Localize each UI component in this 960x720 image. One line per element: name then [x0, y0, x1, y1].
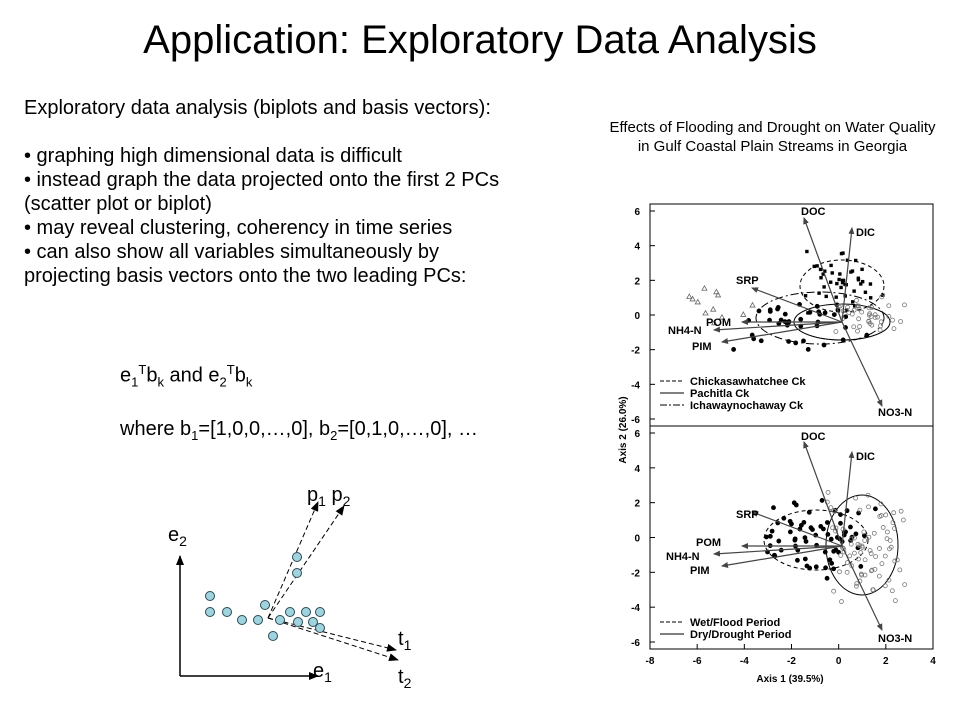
- scatter-point: [823, 311, 827, 315]
- scatter-point: [854, 532, 858, 536]
- scatter-point: [788, 530, 792, 534]
- y-tick-label: 6: [634, 429, 640, 440]
- scatter-point: [857, 317, 861, 321]
- scatter-point: [795, 558, 799, 562]
- scatter-point: [902, 303, 906, 307]
- scatter-point: [864, 291, 867, 294]
- scatter-point: [779, 318, 783, 322]
- scatter-point: [822, 343, 826, 347]
- y-tick-label: 2: [634, 276, 640, 288]
- scatter-point: [861, 280, 864, 283]
- scatter-point: [764, 535, 768, 539]
- scatter-point: [884, 513, 888, 517]
- scatter-point: [854, 259, 857, 262]
- vec-label-no3-2: NO3-N: [878, 633, 913, 645]
- scatter-point: [801, 339, 805, 343]
- y-axis-label: Axis 2 (26.0%): [618, 396, 629, 464]
- scatter-point: [865, 333, 869, 337]
- scatter-point: [826, 490, 830, 494]
- scatter-point: [702, 286, 707, 291]
- scatter-point: [820, 498, 824, 502]
- scatter-point: [879, 324, 883, 328]
- scatter-point: [777, 539, 781, 543]
- scatter-point: [783, 312, 787, 316]
- scatter-point: [838, 272, 841, 275]
- scatter-point: [841, 251, 844, 254]
- scatter-point: [854, 584, 858, 588]
- scatter-point: [862, 530, 866, 534]
- scatter-point: [799, 317, 803, 321]
- scatter-point: [829, 506, 833, 510]
- scatter-point: [817, 291, 820, 294]
- bullet-item: • can also show all variables simultaneously by: [24, 241, 439, 263]
- scatter-point: [867, 505, 871, 509]
- scatter-point: [787, 339, 791, 343]
- scatter-point: [887, 304, 891, 308]
- scatter-point: [838, 570, 842, 574]
- scatter-point: [819, 524, 823, 528]
- x-tick-label: -8: [645, 656, 655, 667]
- scatter-point: [841, 281, 844, 284]
- scatter-point: [857, 277, 860, 280]
- biplot-vector: [842, 228, 852, 322]
- scatter-point: [860, 268, 863, 271]
- vec-label-doc-2: DOC: [801, 431, 826, 443]
- y-tick-label: -2: [631, 568, 640, 580]
- vec-label-nh4: NH4-N: [668, 325, 702, 337]
- scatter-point: [859, 551, 863, 555]
- scatter-point: [893, 599, 897, 603]
- scatter-point: [852, 325, 856, 329]
- scatter-point: [852, 308, 856, 312]
- scatter-point: [825, 295, 828, 298]
- scatter-point: [841, 338, 845, 342]
- legend-ichawaynochaway: Ichawaynochaway Ck: [690, 400, 804, 412]
- scatter-point: [873, 313, 877, 317]
- label-p1-p2: $p_1$ $p_2$: [307, 484, 351, 509]
- scatter-point: [877, 574, 881, 578]
- vec-label-pim: PIM: [692, 341, 712, 353]
- scatter-point: [806, 347, 810, 351]
- top-legend: [660, 376, 806, 412]
- scatter-point: [771, 506, 775, 510]
- scatter-point: [815, 543, 819, 547]
- scatter-point: [888, 538, 892, 542]
- bottom-legend: [660, 617, 791, 641]
- scatter-point: [899, 509, 903, 513]
- scatter-point: [829, 281, 832, 284]
- scatter-point: [892, 327, 896, 331]
- scatter-point: [845, 570, 849, 574]
- y-tick-label: 0: [634, 311, 640, 322]
- scatter-point: [695, 299, 700, 304]
- scatter-point: [852, 289, 855, 292]
- scatter-point: [854, 298, 858, 302]
- biplot-vector: [714, 546, 842, 554]
- scatter-point: [831, 271, 834, 274]
- scatter-point: [837, 278, 840, 281]
- scatter-point: [848, 554, 852, 558]
- scatter-point: [851, 300, 854, 303]
- scatter-point: [804, 539, 808, 543]
- scatter-point: [891, 318, 895, 322]
- scatter-point: [863, 558, 867, 562]
- scatter-point: [776, 307, 780, 311]
- scatter-point: [903, 583, 907, 587]
- scatter-point: [794, 503, 798, 507]
- scatter-point: [873, 507, 877, 511]
- scatter-point: [835, 295, 838, 298]
- scatter-point: [890, 589, 894, 593]
- scatter-point: [826, 532, 830, 536]
- x-tick-label: 0: [835, 656, 842, 667]
- scatter-point: [839, 513, 843, 517]
- x-tick-label: 2: [883, 656, 889, 667]
- scatter-point: [829, 537, 833, 541]
- scatter-point: [881, 525, 885, 529]
- scatter-point: [898, 568, 902, 572]
- label-e2: $e_2$: [168, 524, 187, 549]
- x-axis-label: Axis 1 (39.5%): [756, 674, 824, 685]
- label-t1: $t_1$: [398, 628, 412, 653]
- scatter-point: [814, 565, 818, 569]
- scatter-point: [832, 589, 836, 593]
- scatter-point: [883, 554, 887, 558]
- y-tick-label: -6: [631, 415, 640, 426]
- scatter-point: [750, 303, 755, 308]
- intro-text: Exploratory data analysis (biplots and basis vectors):: [24, 97, 491, 119]
- vec-label-nh4-2: NH4-N: [666, 551, 700, 563]
- vec-label-pom-2: POM: [696, 537, 722, 549]
- scatter-point: [847, 311, 851, 315]
- bullet-item: • may reveal clustering, coherency in time series: [24, 217, 453, 239]
- vec-label-dic: DIC: [856, 227, 875, 239]
- legend-chickasawhatchee: Chickasawhatchee Ck: [690, 376, 806, 388]
- y-tick-label: 4: [634, 241, 640, 253]
- scatter-point: [867, 535, 871, 539]
- scatter-point: [714, 289, 719, 294]
- scatter-point: [819, 276, 822, 279]
- scatter-point: [687, 294, 692, 299]
- scatter-point: [741, 312, 746, 317]
- bullet-item: projecting basis vectors onto the two leading PCs:: [24, 265, 467, 287]
- y-tick-label: 6: [634, 207, 640, 218]
- x-tick-label: 4: [930, 656, 936, 667]
- scatter-point: [878, 546, 882, 550]
- scatter-point: [830, 561, 834, 565]
- scatter-point: [852, 551, 856, 555]
- scatter-point: [835, 282, 838, 285]
- vec-label-srp-2: SRP: [736, 509, 759, 521]
- scatter-point: [803, 557, 807, 561]
- y-tick-label: -4: [631, 603, 640, 615]
- vec-label-pim-2: PIM: [690, 565, 710, 577]
- scatter-point: [805, 564, 809, 568]
- scatter-point: [815, 264, 818, 267]
- scatter-point: [848, 525, 852, 529]
- scatter-point: [805, 250, 808, 253]
- legend-wet-flood: Wet/Flood Period: [690, 617, 781, 629]
- scatter-point: [789, 522, 793, 526]
- scatter-point: [839, 600, 843, 604]
- x-tick-label: -4: [739, 656, 749, 667]
- scatter-point: [862, 534, 866, 538]
- slide-title: Application: Exploratory Data Analysis: [143, 18, 817, 62]
- x-tick-label: -2: [787, 656, 796, 667]
- scatter-point: [869, 282, 872, 285]
- legend-dry-drought: Dry/Drought Period: [690, 629, 792, 641]
- scatter-point: [768, 309, 772, 313]
- label-e1: $e_1$: [313, 660, 332, 685]
- y-tick-label: 2: [634, 498, 640, 510]
- scatter-point: [732, 347, 736, 351]
- bullet-item: • graphing high dimensional data is difficult: [24, 145, 402, 167]
- scatter-point: [757, 309, 761, 313]
- scatter-point: [838, 521, 842, 525]
- scatter-point: [810, 528, 814, 532]
- scatter-point: [804, 294, 807, 297]
- scatter-point: [703, 311, 708, 316]
- y-tick-label: -6: [631, 638, 640, 649]
- bullet-item: (scatter plot or biplot): [24, 193, 212, 215]
- scatter-point: [711, 307, 716, 312]
- vec-label-srp: SRP: [736, 275, 759, 287]
- scatter-point: [885, 530, 889, 534]
- scatter-point: [899, 320, 903, 324]
- scatter-point: [878, 328, 882, 332]
- scatter-point: [823, 550, 827, 554]
- scatter-point: [892, 511, 896, 515]
- scatter-point: [825, 576, 829, 580]
- scatter-point: [883, 584, 887, 588]
- scatter-point: [829, 264, 832, 267]
- scatter-point: [832, 313, 836, 317]
- vec-label-pom: POM: [706, 317, 732, 329]
- vec-label-doc: DOC: [801, 206, 826, 218]
- scatter-point: [854, 496, 858, 500]
- vec-label-dic-2: DIC: [856, 451, 875, 463]
- scatter-point: [876, 315, 880, 319]
- scatter-point: [815, 304, 819, 308]
- y-tick-label: 0: [634, 533, 640, 545]
- scatter-point: [822, 285, 825, 288]
- scatter-point: [874, 555, 878, 559]
- scatter-point: [869, 296, 872, 299]
- legend-pachitla: Pachitla Ck: [690, 388, 750, 400]
- scatter-point: [770, 529, 774, 533]
- scatter-point: [859, 564, 863, 568]
- scatter-point: [858, 325, 862, 329]
- scatter-point: [824, 566, 828, 570]
- equation-projections: $e_1^Tb_k$ and $e_2^Tb_k$: [120, 362, 253, 390]
- scatter-point: [879, 320, 883, 324]
- scatter-point: [802, 520, 806, 524]
- scatter-point: [872, 531, 876, 535]
- scatter-point: [759, 339, 763, 343]
- scatter-point: [839, 553, 843, 557]
- vec-label-no3: NO3-N: [878, 407, 913, 419]
- scatter-point: [880, 562, 884, 566]
- y-tick-label: -4: [631, 380, 640, 392]
- scatter-point: [832, 567, 836, 571]
- bullet-item: • instead graph the data projected onto the first 2 PCs: [24, 169, 500, 191]
- scatter-point: [849, 270, 852, 273]
- scatter-point: [825, 520, 829, 524]
- scatter-point: [901, 518, 905, 522]
- y-tick-label: 4: [634, 463, 640, 475]
- scatter-point: [863, 539, 867, 543]
- scatter-point: [807, 510, 811, 514]
- scatter-point: [793, 538, 797, 542]
- scatter-point: [768, 534, 772, 538]
- scatter-point: [794, 341, 798, 345]
- scatter-point: [832, 549, 836, 553]
- scatter-point: [856, 329, 860, 333]
- scatter-point: [782, 516, 786, 520]
- figure-caption: Effects of Flooding and Drought on Water Quality in Gulf Coastal Plain Streams in Georgia: [609, 119, 936, 155]
- label-t2: $t_2$: [398, 666, 412, 691]
- scatter-point: [839, 286, 842, 289]
- x-tick-label: -6: [692, 656, 702, 667]
- y-tick-label: -2: [631, 345, 640, 357]
- equation-basis-vectors: where $b_1=[1,0,0,\dots,0]$, $b_2=[0,1,0,\dots,0]$, …: [120, 418, 478, 443]
- scatter-point: [834, 330, 838, 334]
